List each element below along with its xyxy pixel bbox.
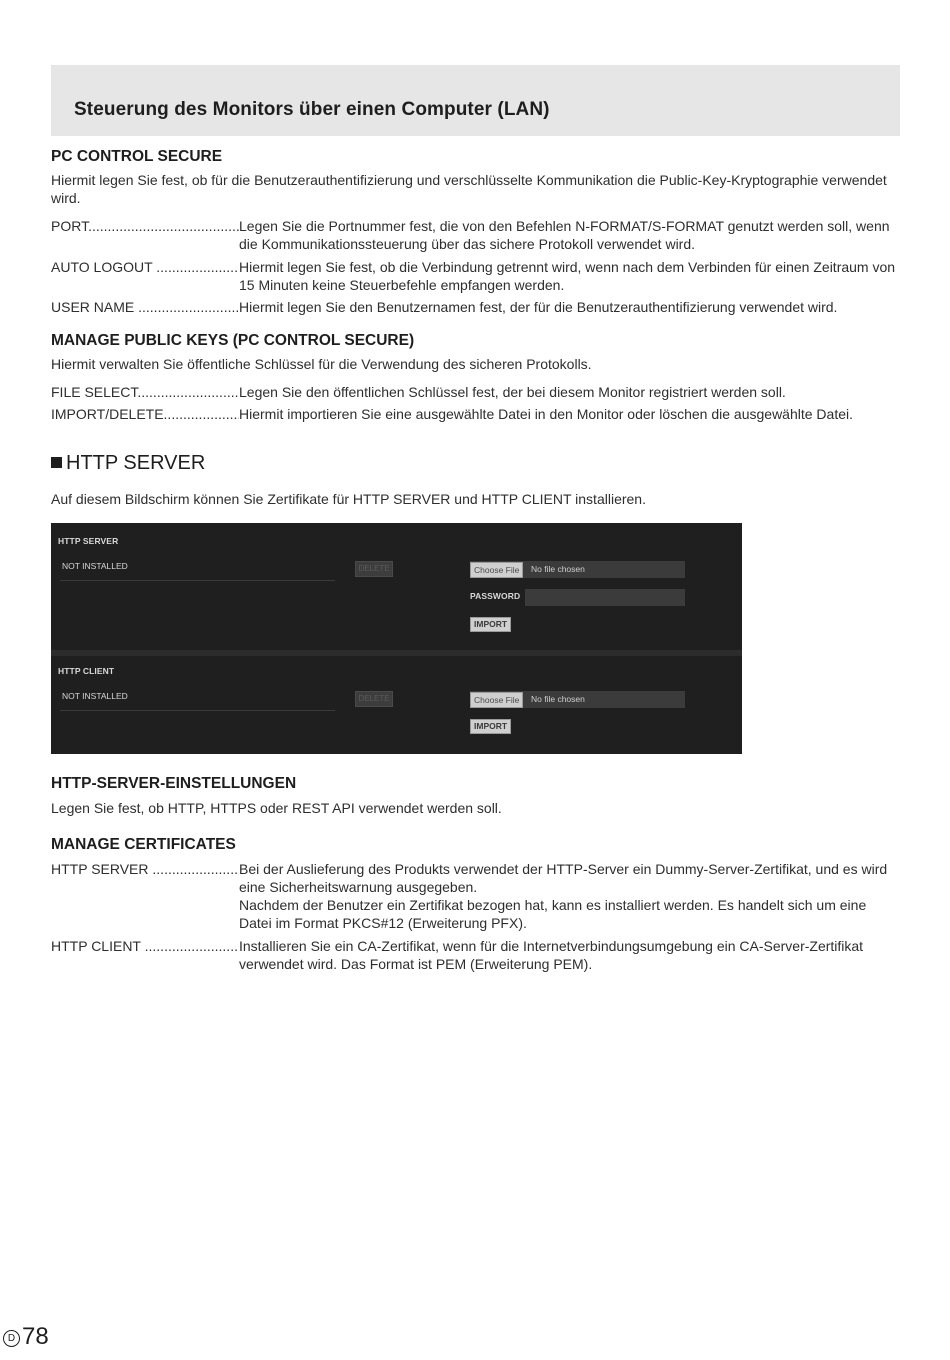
definition-term: AUTO LOGOUT ..... (51, 258, 239, 276)
client-file-input[interactable] (470, 691, 685, 708)
http-server-screenshot (51, 523, 742, 754)
definition-desc: Hiermit legen Sie fest, ob die Verbindung getrennt wird, wenn nach dem Verbinden für einen Zeitraum von 15 Minuten keine Steuerbefehle empfangen werden. (239, 259, 896, 293)
definition-term: HTTP SERVER ..... (51, 860, 239, 878)
server-status: NOT INSTALLED (62, 561, 128, 571)
panel-divider (51, 650, 742, 656)
definition-file-select (51, 383, 901, 401)
language-mark: D (3, 1330, 20, 1347)
server-file-input[interactable] (470, 561, 685, 578)
client-section-label: HTTP CLIENT (58, 666, 115, 676)
password-label: PASSWORD (470, 591, 521, 601)
section-title-http-server-settings: HTTP-SERVER-EINSTELLUNGEN (51, 775, 297, 792)
server-import-button[interactable]: IMPORT (470, 617, 511, 632)
server-section-label: HTTP SERVER (58, 536, 119, 546)
pc-control-secure-intro: Hiermit legen Sie fest, ob für die Benutzerauthentifizierung und verschlüsselte Kommunikation die Public-Key-Kryptographie verwendet wird. (51, 172, 887, 206)
page-number (3, 1323, 49, 1351)
page-title: Steuerung des Monitors über einen Computer (LAN) (74, 99, 550, 120)
section-title-pc-control-secure: PC CONTROL SECURE (51, 148, 223, 165)
client-delete-button[interactable]: DELETE (355, 691, 393, 707)
client-choose-file-button[interactable]: Choose File (470, 692, 523, 708)
definition-desc: Legen Sie die Portnummer fest, die von den Befehlen N-FORMAT/S-FORMAT genutzt werden soll, wenn die Kommunikationssteuerung über das sichere Protokoll verwendet wird. (239, 218, 890, 252)
server-delete-button[interactable]: DELETE (355, 561, 393, 577)
definition-desc: Hiermit legen Sie den Benutzernamen fest, der für die Benutzerauthentifizierung verwendet wird. (239, 299, 838, 315)
definition-term: USER NAME ..... (51, 298, 239, 316)
definition-desc: Bei der Auslieferung des Produkts verwendet der HTTP-Server ein Dummy-Server-Zertifikat, und es wird eine Sicherheitswarnung ausgegeben. (239, 861, 888, 895)
client-import-button[interactable]: IMPORT (470, 719, 511, 734)
manage-public-keys-intro: Hiermit verwalten Sie öffentliche Schlüssel für die Verwendung des sicheren Protokolls. (51, 356, 592, 372)
definition-desc: Installieren Sie ein CA-Zertifikat, wenn für die Internetverbindungsumgebung ein CA-Server-Zertifikat verwendet wird. Das Format ist PEM (Erweiterung PEM). (239, 938, 864, 972)
server-status-underline (60, 580, 335, 581)
page-number-value: 78 (22, 1323, 49, 1350)
http-server-settings-intro: Legen Sie fest, ob HTTP, HTTPS oder REST API verwendet werden soll. (51, 800, 502, 816)
definition-term: HTTP CLIENT ..... (51, 937, 239, 955)
password-input[interactable] (525, 589, 685, 606)
definition-term: PORT ..... (51, 217, 239, 235)
square-bullet-icon (51, 457, 62, 468)
definition-port (51, 217, 901, 253)
definition-term: IMPORT/DELETE ..... (51, 405, 239, 423)
client-no-file-text: No file chosen (531, 694, 585, 704)
http-server-intro: Auf diesem Bildschirm können Sie Zertifikate für HTTP SERVER und HTTP CLIENT installieren. (51, 491, 646, 507)
server-no-file-text: No file chosen (531, 564, 585, 574)
definition-auto-logout (51, 258, 901, 294)
section-title-http-server (51, 452, 205, 475)
server-choose-file-button[interactable]: Choose File (470, 562, 523, 578)
definition-desc-continued: Nachdem der Benutzer ein Zertifikat bezogen hat, kann es installiert werden. Es handelt sich um eine Datei im Format PKCS#12 (Erweiterung PFX). (239, 897, 867, 931)
section-title-manage-certificates: MANAGE CERTIFICATES (51, 836, 236, 853)
definition-desc: Hiermit importieren Sie eine ausgewählte Datei in den Monitor oder löschen die ausgewählte Datei. (239, 406, 854, 422)
section-title-manage-public-keys: MANAGE PUBLIC KEYS (PC CONTROL SECURE) (51, 332, 415, 349)
client-status-underline (60, 710, 335, 711)
http-server-title-text: HTTP SERVER (66, 452, 206, 474)
definition-user-name (51, 298, 901, 316)
definition-import-delete (51, 405, 901, 423)
client-status: NOT INSTALLED (62, 691, 128, 701)
definition-http-server (51, 860, 901, 932)
page-header-band (51, 65, 900, 136)
definition-desc: Legen Sie den öffentlichen Schlüssel fest, der bei diesem Monitor registriert werden soll. (239, 384, 786, 400)
definition-term: FILE SELECT ..... (51, 383, 239, 401)
definition-http-client (51, 937, 901, 973)
